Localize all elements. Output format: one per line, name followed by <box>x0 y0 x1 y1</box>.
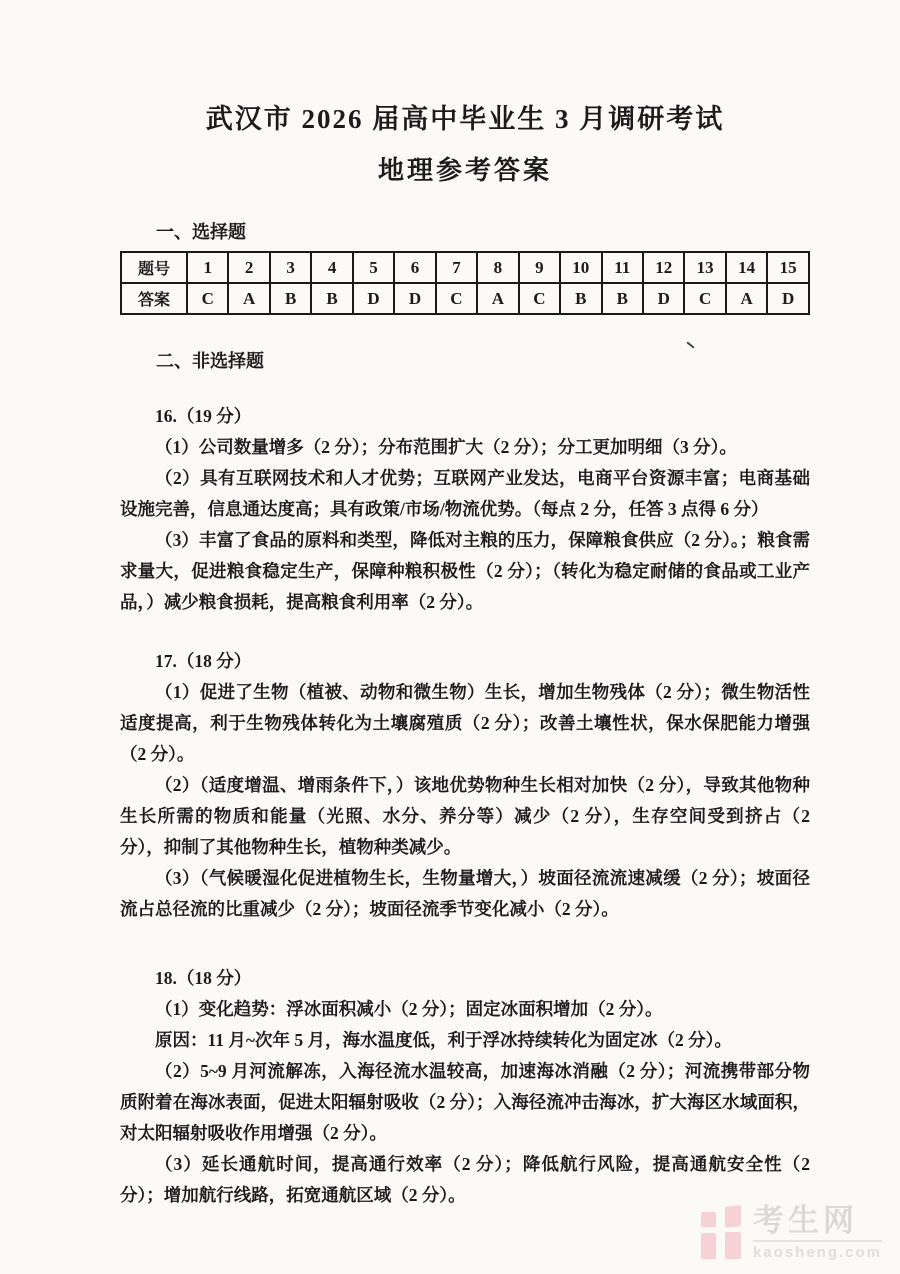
table-cell: 13 <box>684 252 725 283</box>
document-title: 武汉市 2026 届高中毕业生 3 月调研考试 <box>205 104 725 134</box>
table-cell: A <box>228 283 269 314</box>
table-cell: D <box>643 283 684 314</box>
table-cell: B <box>270 283 311 314</box>
question-16-part2: （2）具有互联网技术和人才优势；互联网产业发达，电商平台资源丰富；电商基础设施完善，信息通达度高；具有政策/市场/物流优势。（每点 2 分，任答 3 点得 6 分） <box>120 468 810 519</box>
table-cell: C <box>519 283 560 314</box>
answer-table <box>120 251 810 315</box>
table-cell: D <box>394 283 435 314</box>
table-cell: C <box>187 283 228 314</box>
watermark-site-domain: kaosheng.com <box>753 1240 882 1260</box>
question-18-part1-reason: 原因：11 月~次年 5 月，海水温度低，利于浮冰持续转化为固定冰（2 分）。 <box>155 1030 732 1050</box>
table-cell: D <box>353 283 394 314</box>
table-row-answers <box>121 283 809 314</box>
choice-section-heading: 一、选择题 <box>156 222 246 242</box>
table-header-cell: 答案 <box>121 283 187 314</box>
table-cell: 5 <box>353 252 394 283</box>
table-cell: 10 <box>560 252 601 283</box>
question-16-part3: （3）丰富了食品的原料和类型，降低对主粮的压力，保障粮食供应（2 分）。；粮食需求量大，促进粮食稳定生产，保障种粮积极性（2 分）；（转化为稳定耐储的食品或工业产品，）减少粮食损耗，提高粮食利用率（2 分）。 <box>120 530 810 612</box>
table-cell: 11 <box>602 252 643 283</box>
table-cell: C <box>684 283 725 314</box>
table-cell: B <box>602 283 643 314</box>
question-17-part2: （2）（适度增温、增雨条件下，）该地优势物种生长相对加快（2 分），导致其他物种生长所需的物质和能量（光照、水分、养分等）减少（2 分），生存空间受到挤占（2 分），抑制了其他物种生长，植物种类减少。 <box>120 775 810 857</box>
question-17 <box>120 646 810 925</box>
table-cell: B <box>311 283 352 314</box>
table-cell: 12 <box>643 252 684 283</box>
free-response-section-heading: 二、非选择题 <box>156 351 264 371</box>
table-cell: 6 <box>394 252 435 283</box>
kaosheng-watermark <box>701 1205 882 1260</box>
table-cell: 9 <box>519 252 560 283</box>
question-17-part1: （1）促进了生物（植被、动物和微生物）生长，增加生物残体（2 分）；微生物活性适度提高，利于生物残体转化为土壤腐殖质（2 分）；改善土壤性状，保水保肥能力增强（2 分）。 <box>120 682 810 764</box>
table-row-numbers <box>121 252 809 283</box>
table-cell: D <box>767 283 809 314</box>
table-cell: 2 <box>228 252 269 283</box>
kaosheng-logo-icon <box>701 1206 743 1260</box>
table-header-cell: 题号 <box>121 252 187 283</box>
question-18-number: 18.（18 分） <box>155 968 252 988</box>
table-cell: 15 <box>767 252 809 283</box>
table-cell: 7 <box>436 252 477 283</box>
table-cell: 1 <box>187 252 228 283</box>
question-17-part3: （3）（气候暖湿化促进植物生长，生物量增大，）坡面径流流速减缓（2 分）；坡面径流占总径流的比重减少（2 分）；坡面径流季节变化减小（2 分）。 <box>120 868 810 919</box>
table-cell: 4 <box>311 252 352 283</box>
document-subtitle: 地理参考答案 <box>377 156 552 185</box>
table-cell: B <box>560 283 601 314</box>
table-cell: 3 <box>270 252 311 283</box>
table-cell: 14 <box>726 252 767 283</box>
scan-artifact-mark <box>686 341 694 348</box>
table-cell: A <box>477 283 518 314</box>
table-cell: C <box>436 283 477 314</box>
question-17-number: 17.（18 分） <box>155 651 252 671</box>
table-cell: 8 <box>477 252 518 283</box>
question-18-part1: （1）变化趋势：浮冰面积减小（2 分）；固定冰面积增加（2 分）。 <box>155 999 663 1019</box>
question-18-part2: （2）5~9 月河流解冻，入海径流水温较高，加速海冰消融（2 分）；河流携带部分物质附着在海冰表面，促进太阳辐射吸收（2 分）；入海径流冲击海冰，扩大海区水域面积，对太阳辐射吸收作用增强（2 分）。 <box>120 1061 810 1143</box>
question-16-number: 16.（19 分） <box>155 406 252 426</box>
table-cell: A <box>726 283 767 314</box>
question-16-part1: （1）公司数量增多（2 分）；分布范围扩大（2 分）；分工更加明细（3 分）。 <box>155 437 737 457</box>
question-18 <box>120 963 810 1211</box>
watermark-site-name: 考生网 <box>752 1203 858 1238</box>
question-16 <box>120 401 810 618</box>
question-18-part3: （3）延长通航时间，提高通行效率（2 分）；降低航行风险，提高通航安全性（2 分）；增加航行线路，拓宽通航区域（2 分）。 <box>120 1154 810 1205</box>
